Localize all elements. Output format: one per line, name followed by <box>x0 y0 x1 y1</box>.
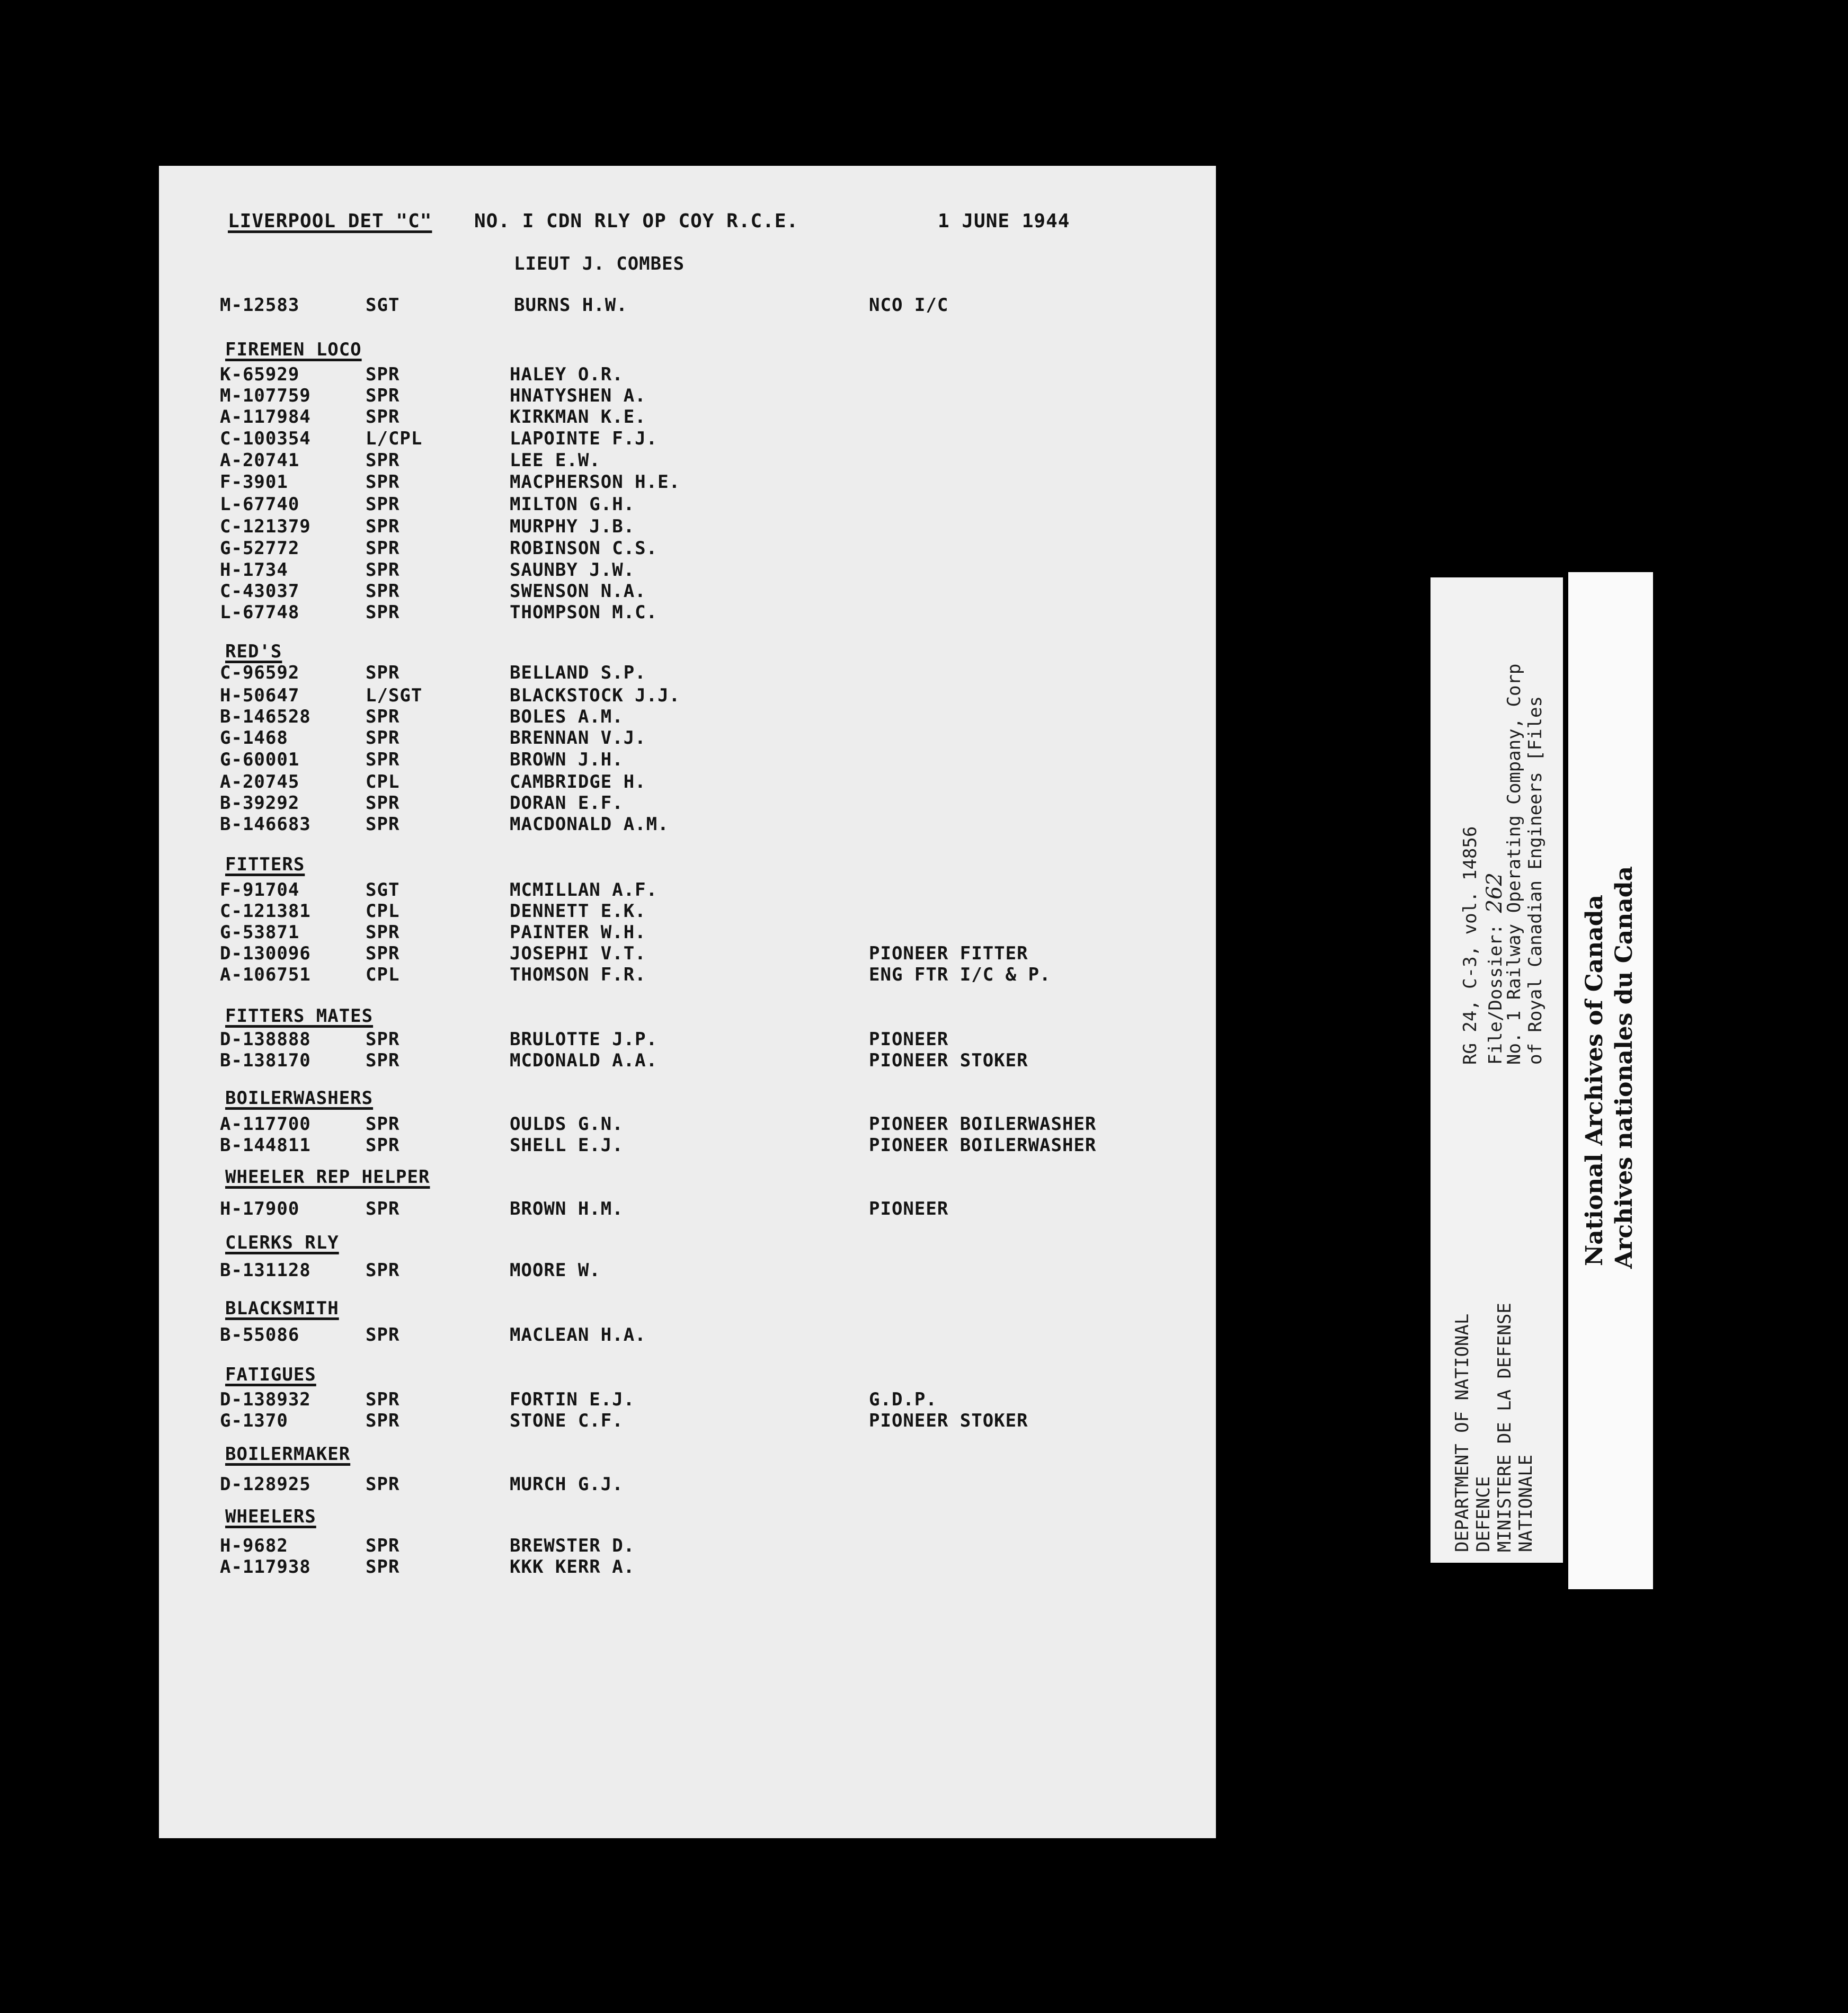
roll-rank: SPR <box>366 943 400 964</box>
roll-number: G-1370 <box>220 1410 288 1431</box>
roll-note: PIONEER <box>869 1198 949 1219</box>
roll-rank: SPR <box>366 538 400 559</box>
roll-number: F-91704 <box>220 879 300 901</box>
roll-note: PIONEER FITTER <box>869 943 1028 964</box>
roll-name: KKK KERR A. <box>510 1556 635 1578</box>
roll-rank: SPR <box>366 406 400 427</box>
roll-number: B-144811 <box>220 1135 311 1156</box>
roll-number: B-131128 <box>220 1260 311 1281</box>
roll-number: D-138932 <box>220 1389 311 1410</box>
roll-name: BRULOTTE J.P. <box>510 1029 658 1050</box>
roll-note: ENG FTR I/C & P. <box>869 964 1051 985</box>
roll-name: MACDONALD A.M. <box>510 814 669 835</box>
nco-note: NCO I/C <box>869 295 949 316</box>
roll-name: MURPHY J.B. <box>510 516 635 537</box>
roll-rank: SPR <box>366 364 400 385</box>
roll-rank: SPR <box>366 471 400 493</box>
company-heading: NO. I CDN RLY OP COY R.C.E. <box>474 210 799 232</box>
archives-label-fr: Archives nationales du Canada <box>1611 866 1638 1269</box>
roll-note: PIONEER STOKER <box>869 1410 1028 1431</box>
roll-number: G-1468 <box>220 727 288 749</box>
roll-name: THOMSON F.R. <box>510 964 646 985</box>
roll-name: BOLES A.M. <box>510 706 624 727</box>
roll-rank: SPR <box>366 662 400 683</box>
section-title: WHEELERS <box>225 1506 316 1527</box>
roll-name: MACPHERSON H.E. <box>510 471 681 493</box>
roll-number: A-117984 <box>220 406 311 427</box>
roll-name: FORTIN E.J. <box>510 1389 635 1410</box>
roll-rank: SPR <box>366 450 400 471</box>
roll-number: L-67748 <box>220 602 300 623</box>
roll-name: LAPOINTE F.J. <box>510 428 658 449</box>
roll-name: KIRKMAN K.E. <box>510 406 646 427</box>
roll-number: C-100354 <box>220 428 311 449</box>
roll-rank: SPR <box>366 1535 400 1556</box>
nco-name: BURNS H.W. <box>514 295 628 316</box>
roll-number: D-130096 <box>220 943 311 964</box>
roll-name: HNATYSHEN A. <box>510 385 646 406</box>
roll-number: M-107759 <box>220 385 311 406</box>
section-title: BOILERMAKER <box>225 1444 351 1465</box>
roll-number: A-20745 <box>220 771 300 792</box>
roll-name: SAUNBY J.W. <box>510 559 635 581</box>
dept-line-3: MINISTERE DE LA DEFENSE <box>1494 1303 1515 1552</box>
roll-rank: SPR <box>366 1135 400 1156</box>
reference-line: RG 24, C-3, vol. 14856 <box>1460 826 1481 1065</box>
roll-name: CAMBRIDGE H. <box>510 771 646 792</box>
roll-number: C-121379 <box>220 516 311 537</box>
section-title: FITTERS <box>225 854 305 875</box>
roll-rank: SPR <box>366 494 400 515</box>
roll-name: HALEY O.R. <box>510 364 624 385</box>
roll-number: B-146528 <box>220 706 311 727</box>
roll-rank: SPR <box>366 1389 400 1410</box>
section-title: FITTERS MATES <box>225 1005 374 1027</box>
date-heading: 1 JUNE 1944 <box>938 210 1070 232</box>
roll-name: BROWN J.H. <box>510 749 624 770</box>
roll-note: G.D.P. <box>869 1389 937 1410</box>
roll-number: H-1734 <box>220 559 288 581</box>
roll-number: H-17900 <box>220 1198 300 1219</box>
roll-rank: SPR <box>366 749 400 770</box>
roll-number: H-50647 <box>220 685 300 706</box>
unit-heading: LIVERPOOL DET "C" <box>228 210 432 232</box>
roll-number: C-96592 <box>220 662 300 683</box>
roll-number: K-65929 <box>220 364 300 385</box>
title-line-1: No. 1 Railway Operating Company, Corp <box>1504 663 1525 1065</box>
section-title: FIREMEN LOCO <box>225 339 362 360</box>
roll-number: A-20741 <box>220 450 300 471</box>
roll-rank: SPR <box>366 1260 400 1281</box>
roll-rank: SGT <box>366 879 400 901</box>
roll-rank: SPR <box>366 1029 400 1050</box>
roll-rank: SPR <box>366 602 400 623</box>
roll-name: BROWN H.M. <box>510 1198 624 1219</box>
dept-line-1: DEPARTMENT OF NATIONAL <box>1452 1313 1473 1552</box>
dept-line-4: NATIONALE <box>1515 1454 1536 1552</box>
roll-name: SHELL E.J. <box>510 1135 624 1156</box>
roll-name: MURCH G.J. <box>510 1474 624 1495</box>
roll-number: A-117700 <box>220 1114 311 1135</box>
nco-rank: SGT <box>366 295 400 316</box>
roll-number: G-53871 <box>220 922 300 943</box>
roll-number: C-121381 <box>220 901 311 922</box>
roll-rank: CPL <box>366 964 400 985</box>
dept-line-2: DEFENCE <box>1473 1476 1494 1552</box>
roll-number: B-146683 <box>220 814 311 835</box>
title-line-2: of Royal Canadian Engineers [Files <box>1525 696 1546 1065</box>
roll-number: B-55086 <box>220 1324 300 1346</box>
section-title: BOILERWASHERS <box>225 1088 374 1109</box>
roll-number: D-128925 <box>220 1474 311 1495</box>
roll-number: F-3901 <box>220 471 288 493</box>
roll-rank: SPR <box>366 385 400 406</box>
roll-number: L-67740 <box>220 494 300 515</box>
roll-rank: SPR <box>366 814 400 835</box>
roll-rank: SPR <box>366 559 400 581</box>
roll-rank: L/CPL <box>366 428 423 449</box>
roll-rank: SPR <box>366 1556 400 1578</box>
roll-name: BREWSTER D. <box>510 1535 635 1556</box>
roll-number: B-39292 <box>220 792 300 814</box>
roll-name: MOORE W. <box>510 1260 601 1281</box>
nco-number: M-12583 <box>220 295 300 316</box>
archives-label-en: National Archives of Canada <box>1581 894 1608 1266</box>
roll-note: PIONEER BOILERWASHER <box>869 1135 1097 1156</box>
roll-name: LEE E.W. <box>510 450 601 471</box>
roll-number: A-106751 <box>220 964 311 985</box>
roll-note: PIONEER STOKER <box>869 1050 1028 1071</box>
roll-name: MCDONALD A.A. <box>510 1050 658 1071</box>
roll-number: C-43037 <box>220 581 300 602</box>
section-title: WHEELER REP HELPER <box>225 1166 430 1188</box>
roll-name: SWENSON N.A. <box>510 581 646 602</box>
roll-name: DORAN E.F. <box>510 792 624 814</box>
roll-number: A-117938 <box>220 1556 311 1578</box>
roll-number: D-138888 <box>220 1029 311 1050</box>
roll-name: THOMPSON M.C. <box>510 602 658 623</box>
roll-rank: SPR <box>366 1050 400 1071</box>
roll-rank: SPR <box>366 516 400 537</box>
roll-name: PAINTER W.H. <box>510 922 646 943</box>
roll-name: MILTON G.H. <box>510 494 635 515</box>
file-prefix: File/Dossier: <box>1485 923 1506 1065</box>
roll-number: G-60001 <box>220 749 300 770</box>
roll-name: MACLEAN H.A. <box>510 1324 646 1346</box>
roll-rank: SPR <box>366 706 400 727</box>
roll-rank: SPR <box>366 792 400 814</box>
roll-number: G-52772 <box>220 538 300 559</box>
roll-name: OULDS G.N. <box>510 1114 624 1135</box>
roll-number: B-138170 <box>220 1050 311 1071</box>
roll-rank: L/SGT <box>366 685 423 706</box>
roll-rank: SPR <box>366 1198 400 1219</box>
roll-rank: CPL <box>366 771 400 792</box>
roll-rank: SPR <box>366 581 400 602</box>
roll-rank: SPR <box>366 727 400 749</box>
roll-rank: SPR <box>366 1474 400 1495</box>
section-title: FATIGUES <box>225 1364 316 1385</box>
roll-name: BRENNAN V.J. <box>510 727 646 749</box>
section-title: CLERKS RLY <box>225 1232 339 1253</box>
roll-name: ROBINSON C.S. <box>510 538 658 559</box>
roll-rank: SPR <box>366 1324 400 1346</box>
file-number: 262 <box>1482 872 1507 913</box>
roll-name: DENNETT E.K. <box>510 901 646 922</box>
roll-note: PIONEER BOILERWASHER <box>869 1114 1097 1135</box>
officer-line: LIEUT J. COMBES <box>514 253 685 274</box>
section-title: BLACKSMITH <box>225 1298 339 1319</box>
roll-name: BELLAND S.P. <box>510 662 646 683</box>
roll-rank: SPR <box>366 922 400 943</box>
roll-rank: SPR <box>366 1114 400 1135</box>
roll-name: MCMILLAN A.F. <box>510 879 658 901</box>
roll-name: BLACKSTOCK J.J. <box>510 685 681 706</box>
roll-name: STONE C.F. <box>510 1410 624 1431</box>
roll-name: JOSEPHI V.T. <box>510 943 646 964</box>
roll-rank: CPL <box>366 901 400 922</box>
roll-number: H-9682 <box>220 1535 288 1556</box>
section-title: RED'S <box>225 641 282 662</box>
roll-note: PIONEER <box>869 1029 949 1050</box>
roll-rank: SPR <box>366 1410 400 1431</box>
